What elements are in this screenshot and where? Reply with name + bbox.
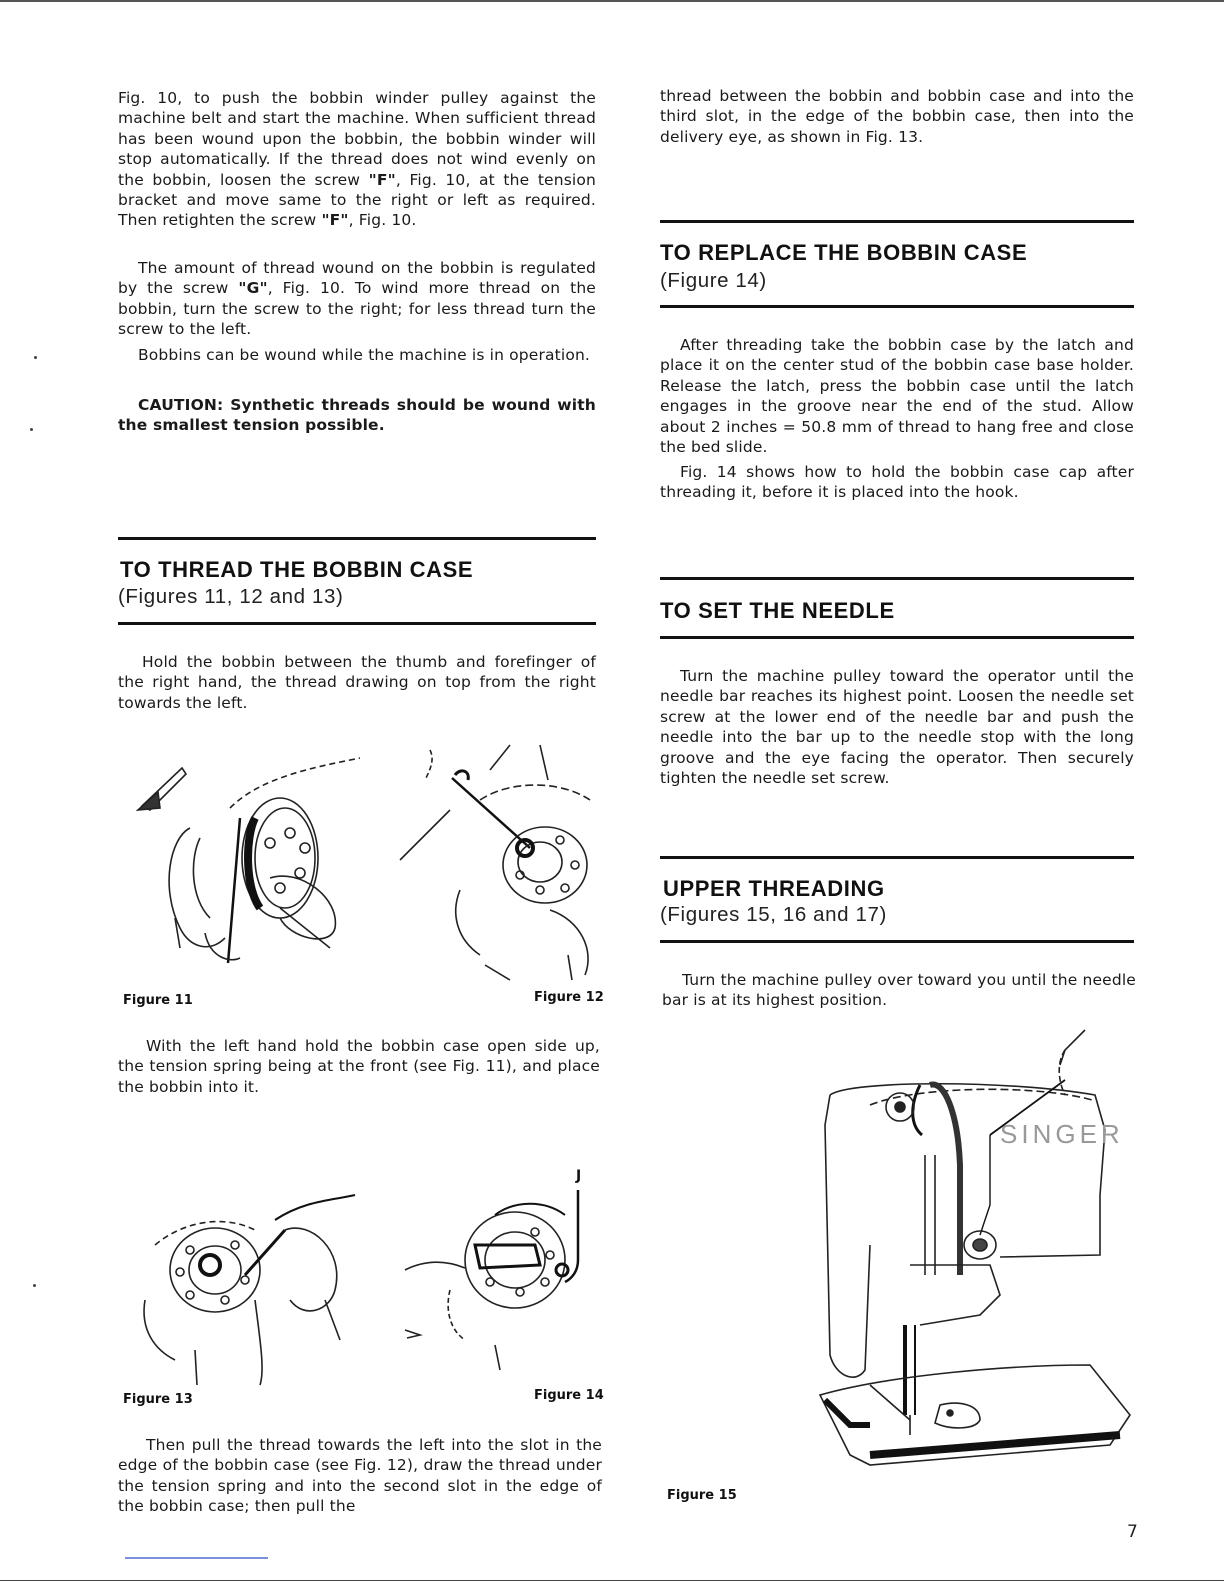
figure-13-caption: Figure 13	[123, 1392, 193, 1407]
winding-paragraph-1: Fig. 10, to push the bobbin winder pulley against the machine belt and start the machine. When sufficient thread has been wound upon the bobbin, the bobbin winder will stop automatically. If the thread does not wind evenly on the bobbin, loosen the screw "F", Fig. 10, at the tension bracket and move same to the right or left as required. Then retighten the screw "F", Fig. 10.	[118, 89, 597, 230]
subheading-thread-bobbin-case: (Figures 11, 12 and 13)	[118, 585, 344, 608]
figure-13-illustration	[135, 1190, 375, 1390]
rule-upper-threading-bottom	[660, 940, 1134, 943]
replace-bobbin-paragraph-2: Fig. 14 shows how to hold the bobbin case cap after threading it, before it is placed into the hook.	[660, 463, 1134, 502]
rule-replace-bobbin-top	[660, 220, 1134, 223]
winding-paragraph-3: Bobbins can be wound while the machine is in operation.	[138, 346, 591, 364]
rule-replace-bobbin-bottom	[660, 305, 1134, 308]
margin-speck	[33, 1284, 36, 1287]
upper-threading-paragraph: Turn the machine pulley over toward you until the needle bar is at its highest position.	[662, 971, 1136, 1010]
figure-14-label-j: J	[576, 1168, 582, 1184]
bottom-border-line	[0, 1580, 1224, 1581]
figure-14-caption: Figure 14	[534, 1388, 604, 1403]
rule-upper-threading-top	[660, 856, 1134, 859]
figure-15-sewing-machine-illustration	[810, 1025, 1140, 1485]
blue-underline-mark	[125, 1557, 268, 1559]
rule-thread-bobbin-bottom	[118, 622, 596, 625]
figure-15-caption: Figure 15	[667, 1488, 737, 1503]
heading-set-needle: TO SET THE NEEDLE	[660, 598, 895, 623]
thread-bobbin-paragraph-3: Then pull the thread towards the left into the slot in the edge of the bobbin case (see Fig. 12), draw the thread under the tension spring and into the second slot in the edge of the bobbin case; then pull the	[118, 1436, 602, 1516]
heading-replace-bobbin-case: TO REPLACE THE BOBBIN CASE	[660, 240, 1028, 265]
figure-12-caption: Figure 12	[534, 990, 604, 1005]
thread-bobbin-paragraph-1: Hold the bobbin between the thumb and forefinger of the right hand, the thread drawing on top from the right towards the left.	[118, 653, 596, 712]
page-number: 7	[1127, 1522, 1138, 1542]
machine-brand-text: SINGER	[1000, 1119, 1124, 1149]
figure-11-caption: Figure 11	[123, 993, 193, 1008]
caution-note: CAUTION: Synthetic threads should be wound with the smallest tension possible.	[118, 396, 596, 435]
top-border-line	[0, 0, 1224, 2]
set-needle-paragraph: Turn the machine pulley toward the operator until the needle bar reaches its highest point. Loosen the needle set screw at the lower end of the needle bar and push the needle into the bar up to the needle stop with the long groove and the eye facing the operator. Then securely tighten the needle set screw.	[660, 667, 1134, 788]
winding-paragraph-2: The amount of thread wound on the bobbin is regulated by the screw "G", Fig. 10. To wind more thread on the bobbin, turn the screw to the right; for less thread turn the screw to the left.	[118, 259, 596, 339]
replace-bobbin-paragraph-1: After threading take the bobbin case by the latch and place it on the center stud of the bobbin case base holder. Release the latch, press the bobbin case until the latch engages in the groove near the end of the stud. Allow about 2 inches = 50.8 mm of thread to hang free and close the bed slide.	[660, 336, 1134, 457]
figure-12-illustration	[390, 740, 605, 985]
rule-set-needle-top	[660, 577, 1134, 580]
figure-14-illustration	[395, 1160, 605, 1380]
heading-thread-bobbin-case: TO THREAD THE BOBBIN CASE	[120, 557, 474, 582]
rule-set-needle-bottom	[660, 636, 1134, 639]
threading-continued-paragraph: thread between the bobbin and bobbin case and into the third slot, in the edge of the bobbin case, then into the delivery eye, as shown in Fig. 13.	[660, 87, 1134, 146]
subheading-upper-threading: (Figures 15, 16 and 17)	[660, 903, 887, 926]
thread-bobbin-paragraph-2: With the left hand hold the bobbin case open side up, the tension spring being at the front (see Fig. 11), and place the bobbin into it.	[118, 1037, 600, 1096]
heading-upper-threading: UPPER THREADING	[663, 876, 885, 901]
subheading-replace-bobbin-case: (Figure 14)	[660, 269, 767, 292]
margin-speck	[30, 428, 33, 431]
figure-11-illustration	[130, 748, 360, 973]
rule-thread-bobbin-top	[118, 537, 596, 540]
margin-speck	[34, 356, 37, 359]
